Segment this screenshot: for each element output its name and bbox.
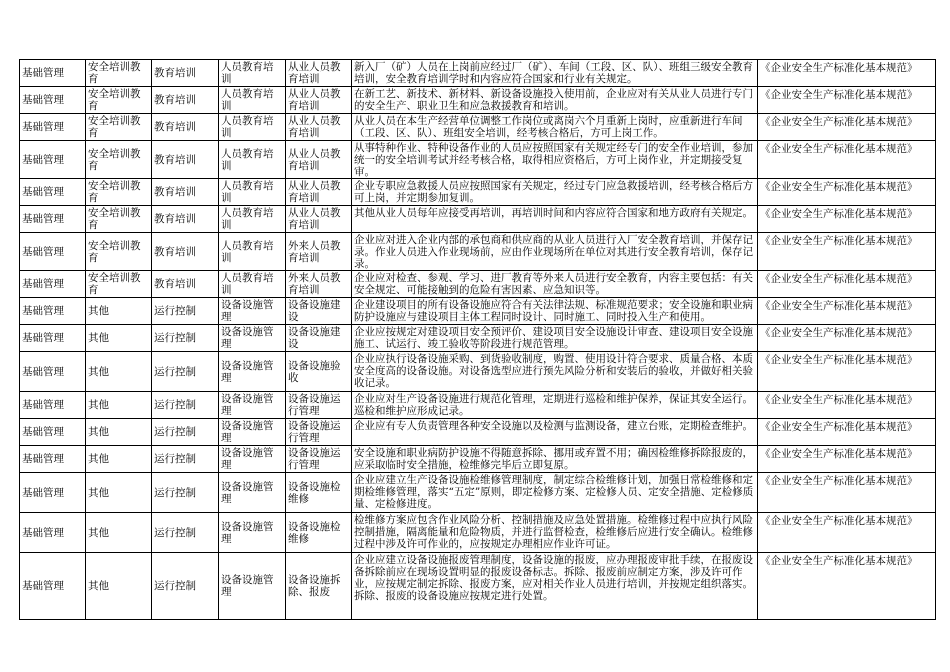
cell-element[interactable]: 其他 bbox=[86, 352, 152, 392]
cell-element[interactable]: 其他 bbox=[86, 419, 152, 446]
cell-source[interactable]: 《企业安全生产标准化基本规范》 bbox=[758, 271, 936, 298]
cell-category[interactable]: 基础管理 bbox=[20, 352, 86, 392]
cell-item[interactable]: 设备设施管理 bbox=[219, 446, 286, 473]
cell-subitem[interactable]: 设备设施检维修 bbox=[286, 513, 352, 553]
cell-element[interactable]: 安全培训教育 bbox=[86, 114, 152, 141]
table-row bbox=[20, 513, 936, 553]
cell-subitem[interactable]: 设备设施拆除、报废 bbox=[286, 553, 352, 620]
cell-activity[interactable]: 教育培训 bbox=[152, 60, 219, 87]
cell-element[interactable]: 其他 bbox=[86, 446, 152, 473]
cell-item[interactable]: 设备设施管理 bbox=[219, 553, 286, 620]
table-row bbox=[20, 446, 936, 473]
cell-subitem[interactable]: 设备设施建设 bbox=[286, 298, 352, 325]
cell-requirement[interactable]: 从业人员在本生产经营单位调整工作岗位或离岗六个月重新上岗时，应重新进行车间（工段、区、队）、班组安全培训，经考核合格后，方可上岗工作。 bbox=[352, 114, 758, 141]
cell-activity[interactable]: 运行控制 bbox=[152, 392, 219, 419]
cell-activity[interactable]: 教育培训 bbox=[152, 233, 219, 271]
cell-activity[interactable]: 教育培训 bbox=[152, 179, 219, 206]
cell-element[interactable]: 其他 bbox=[86, 513, 152, 553]
cell-element[interactable]: 其他 bbox=[86, 392, 152, 419]
cell-category[interactable]: 基础管理 bbox=[20, 419, 86, 446]
cell-subitem[interactable]: 设备设施检维修 bbox=[286, 473, 352, 513]
cell-subitem[interactable]: 从业人员教育培训 bbox=[286, 60, 352, 87]
table-row bbox=[20, 553, 936, 620]
cell-category[interactable]: 基础管理 bbox=[20, 325, 86, 352]
table-row bbox=[20, 114, 936, 141]
cell-source[interactable]: 《企业安全生产标准化基本规范》 bbox=[758, 392, 936, 419]
cell-source[interactable]: 《企业安全生产标准化基本规范》 bbox=[758, 352, 936, 392]
cell-activity[interactable]: 教育培训 bbox=[152, 87, 219, 114]
cell-item[interactable]: 设备设施管理 bbox=[219, 325, 286, 352]
cell-element[interactable]: 安全培训教育 bbox=[86, 206, 152, 233]
cell-requirement[interactable]: 检维修方案应包含作业风险分析、控制措施及应急处置措施。检维修过程中应执行风险控制措施，隔离能量和危险物质，并进行监督检查，检维修后应进行安全确认。检维修过程中涉及许可作业的，应按规定办理相应作业许可证。 bbox=[352, 513, 758, 553]
table-row bbox=[20, 419, 936, 446]
cell-subitem[interactable]: 外来人员教育培训 bbox=[286, 271, 352, 298]
cell-item[interactable]: 设备设施管理 bbox=[219, 352, 286, 392]
table-row bbox=[20, 352, 936, 392]
cell-category[interactable]: 基础管理 bbox=[20, 513, 86, 553]
cell-category[interactable]: 基础管理 bbox=[20, 271, 86, 298]
cell-category[interactable]: 基础管理 bbox=[20, 179, 86, 206]
cell-category[interactable]: 基础管理 bbox=[20, 446, 86, 473]
cell-category[interactable]: 基础管理 bbox=[20, 298, 86, 325]
table-row bbox=[20, 206, 936, 233]
cell-subitem[interactable]: 从业人员教育培训 bbox=[286, 141, 352, 179]
cell-element[interactable]: 安全培训教育 bbox=[86, 179, 152, 206]
cell-element[interactable]: 其他 bbox=[86, 553, 152, 620]
cell-subitem[interactable]: 外来人员教育培训 bbox=[286, 233, 352, 271]
cell-activity[interactable]: 运行控制 bbox=[152, 325, 219, 352]
cell-item[interactable]: 人员教育培训 bbox=[219, 60, 286, 87]
cell-category[interactable]: 基础管理 bbox=[20, 114, 86, 141]
cell-source[interactable]: 《企业安全生产标准化基本规范》 bbox=[758, 513, 936, 553]
cell-category[interactable]: 基础管理 bbox=[20, 206, 86, 233]
cell-requirement[interactable]: 企业应执行设备设施采购、到货验收制度，购置、使用设计符合要求、质量合格、本质安全度高的设备设施。对设备选型应进行预先风险分析和安装后的验收，并做好相关验收记录。 bbox=[352, 352, 758, 392]
cell-source[interactable]: 《企业安全生产标准化基本规范》 bbox=[758, 419, 936, 446]
cell-requirement[interactable]: 企业建设项目的所有设备设施应符合有关法律法规、标准规范要求；安全设施和职业病防护设施应与建设项目主体工程同时设计、同时施工、同时投入生产和使用。 bbox=[352, 298, 758, 325]
cell-activity[interactable]: 教育培训 bbox=[152, 141, 219, 179]
cell-requirement[interactable]: 企业专职应急救援人员应按照国家有关规定，经过专门应急救援培训，经考核合格后方可上岗，并定期参加复训。 bbox=[352, 179, 758, 206]
cell-category[interactable]: 基础管理 bbox=[20, 553, 86, 620]
cell-requirement[interactable]: 从事特种作业、特种设备作业的人员应按照国家有关规定经专门的安全作业培训，参加统一的安全培训考试并经考核合格，取得相应资格后，方可上岗作业，并定期接受复审。 bbox=[352, 141, 758, 179]
cell-item[interactable]: 人员教育培训 bbox=[219, 206, 286, 233]
cell-element[interactable]: 安全培训教育 bbox=[86, 141, 152, 179]
cell-source[interactable]: 《企业安全生产标准化基本规范》 bbox=[758, 325, 936, 352]
table-row bbox=[20, 141, 936, 179]
cell-activity[interactable]: 教育培训 bbox=[152, 206, 219, 233]
cell-requirement[interactable]: 新入厂（矿）人员在上岗前应经过厂（矿）、车间（工段、区、队）、班组三级安全教育培训，安全教育培训学时和内容应符合国家和行业有关规定。 bbox=[352, 60, 758, 87]
table-row bbox=[20, 271, 936, 298]
cell-source[interactable]: 《企业安全生产标准化基本规范》 bbox=[758, 87, 936, 114]
cell-item[interactable]: 人员教育培训 bbox=[219, 179, 286, 206]
cell-element[interactable]: 安全培训教育 bbox=[86, 233, 152, 271]
cell-requirement[interactable]: 企业应按规定对建设项目安全预评价、建设项目安全设施设计审查、建设项目安全设施施工、试运行、竣工验收等阶段进行规范管理。 bbox=[352, 325, 758, 352]
cell-source[interactable]: 《企业安全生产标准化基本规范》 bbox=[758, 298, 936, 325]
cell-element[interactable]: 其他 bbox=[86, 325, 152, 352]
cell-item[interactable]: 人员教育培训 bbox=[219, 271, 286, 298]
cell-source[interactable]: 《企业安全生产标准化基本规范》 bbox=[758, 141, 936, 179]
cell-subitem[interactable]: 从业人员教育培训 bbox=[286, 179, 352, 206]
cell-activity[interactable]: 运行控制 bbox=[152, 419, 219, 446]
cell-element[interactable]: 安全培训教育 bbox=[86, 271, 152, 298]
cell-item[interactable]: 设备设施管理 bbox=[219, 392, 286, 419]
cell-requirement[interactable]: 安全设施和职业病防护设施不得随意拆除、挪用或弃置不用；确因检维修拆除报废的，应采取临时安全措施，检维修完毕后立即复原。 bbox=[352, 446, 758, 473]
cell-activity[interactable]: 教育培训 bbox=[152, 114, 219, 141]
cell-source[interactable]: 《企业安全生产标准化基本规范》 bbox=[758, 553, 936, 620]
cell-subitem[interactable]: 设备设施建设 bbox=[286, 325, 352, 352]
cell-source[interactable]: 《企业安全生产标准化基本规范》 bbox=[758, 114, 936, 141]
cell-activity[interactable]: 运行控制 bbox=[152, 553, 219, 620]
cell-subitem[interactable]: 设备设施运行管理 bbox=[286, 446, 352, 473]
table-row bbox=[20, 233, 936, 271]
cell-source[interactable]: 《企业安全生产标准化基本规范》 bbox=[758, 446, 936, 473]
cell-requirement[interactable]: 企业应建立生产设备设施检维修管理制度，制定综合检维修计划，加强日常检维修和定期检维修管理，落实“五定”原则，即定检修方案、定检修人员、定安全措施、定检修质量、定检修进度。 bbox=[352, 473, 758, 513]
cell-item[interactable]: 人员教育培训 bbox=[219, 141, 286, 179]
cell-subitem[interactable]: 设备设施运行管理 bbox=[286, 392, 352, 419]
table-row bbox=[20, 325, 936, 352]
cell-subitem[interactable]: 从业人员教育培训 bbox=[286, 114, 352, 141]
cell-source[interactable]: 《企业安全生产标准化基本规范》 bbox=[758, 206, 936, 233]
cell-requirement[interactable]: 企业应有专人负责管理各种安全设施以及检测与监测设备，建立台账，定期检查维护。 bbox=[352, 419, 758, 446]
cell-item[interactable]: 人员教育培训 bbox=[219, 87, 286, 114]
cell-source[interactable]: 《企业安全生产标准化基本规范》 bbox=[758, 473, 936, 513]
table-row bbox=[20, 179, 936, 206]
cell-activity[interactable]: 运行控制 bbox=[152, 473, 219, 513]
cell-requirement[interactable]: 企业应对进入企业内部的承包商和供应商的从业人员进行入厂安全教育培训，并保存记录。作业人员进入作业现场前，应由作业现场所在单位对其进行安全教育培训，保存记录。 bbox=[352, 233, 758, 271]
cell-activity[interactable]: 教育培训 bbox=[152, 271, 219, 298]
cell-category[interactable]: 基础管理 bbox=[20, 392, 86, 419]
table-row bbox=[20, 298, 936, 325]
cell-category[interactable]: 基础管理 bbox=[20, 473, 86, 513]
cell-requirement[interactable]: 企业应建立设备设施报废管理制度，设备设施的报废，应办理报废审批手续，在报废设备拆除前应在现场设置明显的报废设备标志。拆除、报废前应制定方案，涉及许可作业，应按规定制定拆除、报废方案，应对相关作业人员进行培训，并按规定组织落实。拆除、报废的设备设施应按规定进行处置。 bbox=[352, 553, 758, 620]
cell-category[interactable]: 基础管理 bbox=[20, 141, 86, 179]
cell-requirement[interactable]: 企业应对检查、参观、学习、进厂教育等外来人员进行安全教育，内容主要包括：有关安全规定、可能接触到的危险有害因素、应急知识等。 bbox=[352, 271, 758, 298]
cell-requirement[interactable]: 在新工艺、新技术、新材料、新设备设施投入使用前，企业应对有关从业人员进行专门的安全生产、职业卫生和应急救援教育和培训。 bbox=[352, 87, 758, 114]
table-row bbox=[20, 392, 936, 419]
cell-subitem[interactable]: 从业人员教育培训 bbox=[286, 87, 352, 114]
cell-category[interactable]: 基础管理 bbox=[20, 233, 86, 271]
cell-item[interactable]: 设备设施管理 bbox=[219, 513, 286, 553]
cell-activity[interactable]: 运行控制 bbox=[152, 513, 219, 553]
cell-item[interactable]: 人员教育培训 bbox=[219, 114, 286, 141]
table-row bbox=[20, 473, 936, 513]
cell-element[interactable]: 安全培训教育 bbox=[86, 60, 152, 87]
cell-activity[interactable]: 运行控制 bbox=[152, 446, 219, 473]
cell-source[interactable]: 《企业安全生产标准化基本规范》 bbox=[758, 60, 936, 87]
table-row bbox=[20, 60, 936, 87]
cell-subitem[interactable]: 设备设施运行管理 bbox=[286, 419, 352, 446]
cell-item[interactable]: 人员教育培训 bbox=[219, 233, 286, 271]
cell-activity[interactable]: 运行控制 bbox=[152, 352, 219, 392]
cell-item[interactable]: 设备设施管理 bbox=[219, 473, 286, 513]
cell-element[interactable]: 其他 bbox=[86, 298, 152, 325]
cell-source[interactable]: 《企业安全生产标准化基本规范》 bbox=[758, 179, 936, 206]
table-row bbox=[20, 87, 936, 114]
cell-activity[interactable]: 运行控制 bbox=[152, 298, 219, 325]
cell-requirement[interactable]: 企业应对生产设备设施进行规范化管理，定期进行巡检和维护保养，保证其安全运行。巡检和维护应形成记录。 bbox=[352, 392, 758, 419]
cell-source[interactable]: 《企业安全生产标准化基本规范》 bbox=[758, 233, 936, 271]
cell-subitem[interactable]: 设备设施验收 bbox=[286, 352, 352, 392]
standards-table bbox=[19, 59, 936, 620]
cell-item[interactable]: 设备设施管理 bbox=[219, 419, 286, 446]
cell-element[interactable]: 其他 bbox=[86, 473, 152, 513]
cell-category[interactable]: 基础管理 bbox=[20, 60, 86, 87]
cell-element[interactable]: 安全培训教育 bbox=[86, 87, 152, 114]
cell-item[interactable]: 设备设施管理 bbox=[219, 298, 286, 325]
cell-requirement[interactable]: 其他从业人员每年应接受再培训，再培训时间和内容应符合国家和地方政府有关规定。 bbox=[352, 206, 758, 233]
cell-subitem[interactable]: 从业人员教育培训 bbox=[286, 206, 352, 233]
cell-category[interactable]: 基础管理 bbox=[20, 87, 86, 114]
